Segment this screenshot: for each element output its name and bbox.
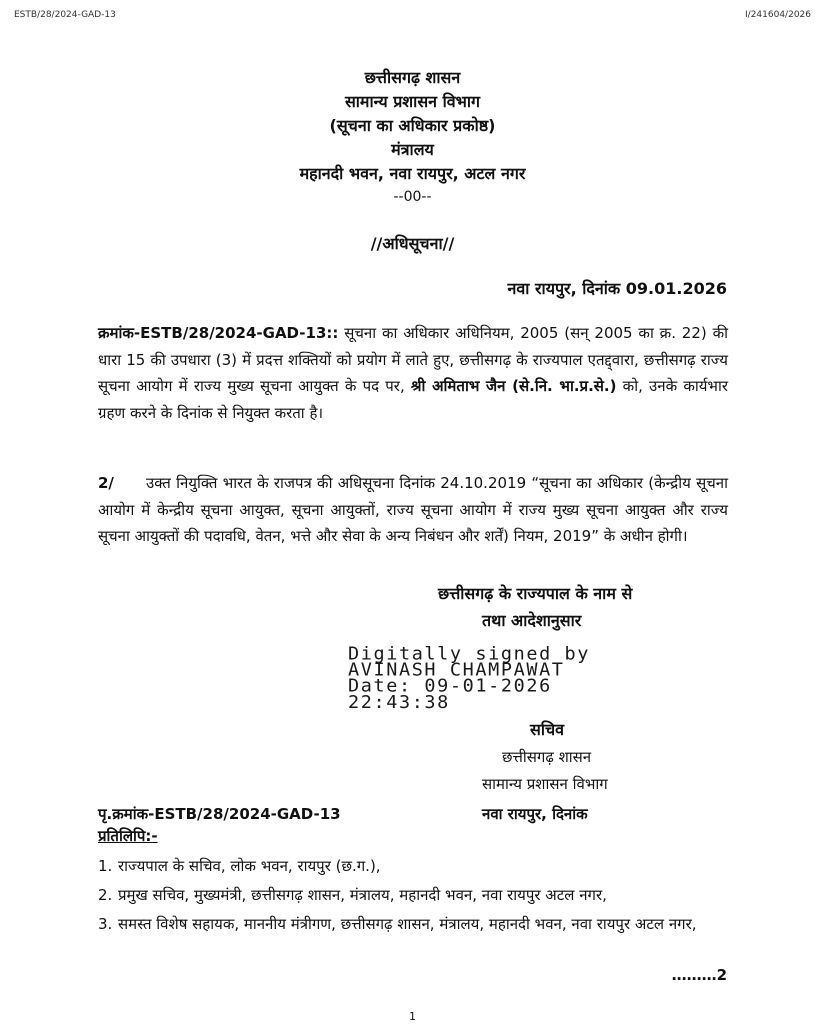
- continued-marker: ………2: [671, 966, 727, 984]
- letterhead-address: महानदी भवन, नवा रायपुर, अटल नगर: [299, 164, 526, 183]
- letterhead-government: छत्तीसगढ़ शासन: [364, 68, 461, 87]
- paragraph-1-text-b: को, उनके कार्यभार ग्रहण करने के दिनांक से नियुक्त करता है।: [98, 377, 728, 422]
- letterhead-cell: (सूचना का अधिकार प्रकोष्ठ): [329, 116, 496, 135]
- order-line: तथा आदेशानुसार: [482, 611, 582, 630]
- paragraph-2-number: 2/: [98, 474, 114, 492]
- top-left-reference: ESTB/28/2024-GAD-13: [14, 10, 116, 20]
- dateline: नवा रायपुर, दिनांक 09.01.2026: [507, 279, 727, 298]
- copy-reference-date: नवा रायपुर, दिनांक: [482, 805, 588, 823]
- letterhead: [0, 66, 825, 208]
- list-item-number: 2.: [98, 886, 113, 904]
- list-item-text: राज्यपाल के सचिव, लोक भवन, रायपुर (छ.ग.),: [118, 857, 381, 875]
- list-item: [98, 881, 728, 910]
- list-item: [98, 852, 728, 881]
- list-item: [98, 910, 728, 939]
- paragraph-2: [98, 470, 728, 550]
- digital-signature-time: 22:43:38: [348, 692, 450, 713]
- list-item-number: 3.: [98, 915, 113, 933]
- list-item-number: 1.: [98, 857, 113, 875]
- signatory-designation: सचिव: [530, 720, 565, 739]
- notification-title: //अधिसूचना//: [370, 234, 455, 253]
- paragraph-1-text-a: सूचना का अधिकार अधिनियम, 2005 (सन् 2005 का क्र. 22) की धारा 15 की उपधारा (3) में प्रदत्त शक्तियों को प्रयोग में लाते हुए, छत्तीसगढ़ के राज्यपाल एतद्द्वारा, छत्तीसगढ़ राज्य सूचना आयोग में राज्य मुख्य सूचना आयुक्त के पद पर,: [98, 324, 728, 395]
- digital-signature-stamp: [348, 646, 590, 711]
- list-item-text: समस्त विशेष सहायक, माननीय मंत्रीगण, छत्तीसगढ़ शासन, मंत्रालय, महानदी भवन, नवा रायपुर अटल नगर,: [118, 915, 697, 933]
- appointee-name: श्री अमिताभ जैन (से.नि. भा.प्र.से.): [410, 377, 617, 395]
- list-item-text: प्रमुख सचिव, मुख्यमंत्री, छत्तीसगढ़ शासन, मंत्रालय, महानदी भवन, नवा रायपुर अटल नगर,: [118, 886, 607, 904]
- letterhead-department: सामान्य प्रशासन विभाग: [344, 92, 481, 111]
- signatory-government: छत्तीसगढ़ शासन: [502, 748, 592, 766]
- copy-heading: प्रतिलिपि:-: [98, 827, 158, 845]
- paragraph-1: [98, 320, 728, 426]
- digital-signature-line: Digitally signed by: [348, 644, 591, 665]
- signatory-department: सामान्य प्रशासन विभाग: [482, 775, 608, 793]
- reference-number: क्रमांक-ESTB/28/2024-GAD-13::: [98, 324, 339, 342]
- page-number: 1: [409, 1010, 416, 1023]
- letterhead-ministry: मंत्रालय: [391, 140, 434, 159]
- digital-signature-date: Date: 09-01-2026: [348, 676, 552, 697]
- copy-reference-number: पृ.क्रमांक-ESTB/28/2024-GAD-13: [98, 805, 341, 823]
- copy-list: [98, 852, 728, 939]
- authority-line: छत्तीसगढ़ के राज्यपाल के नाम से: [438, 584, 633, 603]
- digital-signature-signer: AVINASH CHAMPAWAT: [348, 660, 565, 681]
- paragraph-2-text: उक्त नियुक्ति भारत के राजपत्र की अधिसूचना दिनांक 24.10.2019 “सूचना का अधिकार (केन्द्रीय सूचना आयोग में केन्द्रीय सूचना आयुक्त, सूचना आयुक्तों, राज्य सूचना आयोग में राज्य मुख्य सूचना आयुक्त और राज्य सूचना आयुक्तों की पदावधि, वेतन, भत्ते और सेवा के अन्य निबंधन और शर्तें) नियम, 2019” के अधीन होगी।: [98, 474, 728, 545]
- letterhead-separator: --00--: [393, 189, 432, 205]
- top-right-reference: I/241604/2026: [745, 10, 811, 20]
